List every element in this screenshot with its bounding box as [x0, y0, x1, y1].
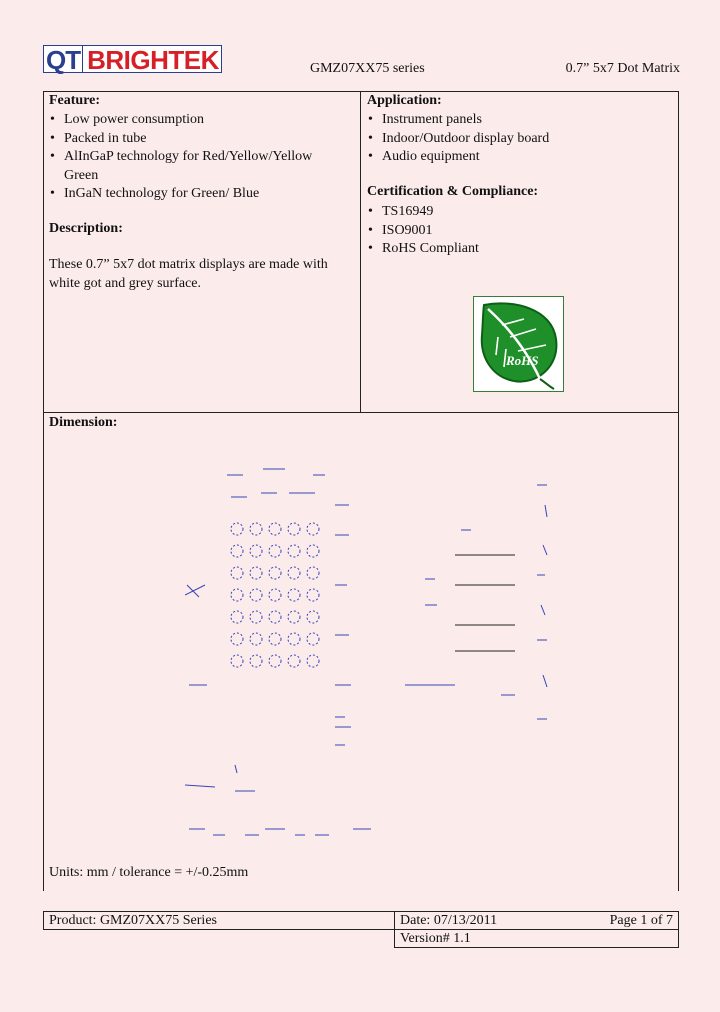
logo-qt-text: QT — [43, 45, 83, 73]
feature-title: Feature: — [49, 93, 101, 108]
matrix-dot — [307, 545, 319, 557]
certification-title: Certification & Compliance: — [367, 184, 539, 199]
matrix-dot — [288, 655, 300, 667]
column-divider — [360, 91, 361, 413]
certification-item: • TS16949 — [367, 203, 667, 222]
header-title: 0.7” 5x7 Dot Matrix — [565, 61, 680, 76]
footer-table — [43, 911, 679, 948]
matrix-dot — [269, 545, 281, 557]
rohs-logo-text: RoHS — [506, 353, 539, 368]
header-series: GMZ07XX75 series — [310, 61, 425, 76]
certification-item: • RoHS Compliant — [367, 240, 667, 259]
matrix-dot — [250, 523, 262, 535]
logo-brand-text: BRIGHTEK — [83, 45, 222, 73]
application-item: • Instrument panels — [367, 111, 667, 130]
application-item: • Indoor/Outdoor display board — [367, 130, 667, 149]
matrix-dot — [288, 589, 300, 601]
certification-item: • ISO9001 — [367, 222, 667, 241]
matrix-dot — [288, 545, 300, 557]
application-item: • Audio equipment — [367, 148, 667, 167]
application-list — [367, 111, 667, 167]
feature-item: • Low power consumption — [49, 111, 339, 130]
matrix-dot — [231, 545, 243, 557]
matrix-dot — [307, 633, 319, 645]
matrix-dot — [307, 567, 319, 579]
footer-product: Product: GMZ07XX75 Series — [44, 912, 395, 930]
matrix-dot — [231, 633, 243, 645]
matrix-dot — [307, 655, 319, 667]
feature-item: • InGaN technology for Green/ Blue — [49, 185, 339, 204]
matrix-dot — [307, 523, 319, 535]
footer-page: Page 1 of 7 — [563, 912, 679, 930]
description-text: These 0.7” 5x7 dot matrix displays are made with white got and grey surface. — [49, 257, 328, 291]
matrix-dot — [269, 655, 281, 667]
matrix-dot — [231, 655, 243, 667]
matrix-dot — [288, 567, 300, 579]
matrix-dot — [288, 523, 300, 535]
section-divider — [43, 412, 679, 413]
matrix-dot — [250, 633, 262, 645]
units-note: Units: mm / tolerance = +/-0.25mm — [49, 865, 249, 880]
matrix-dot — [231, 611, 243, 623]
matrix-dot — [231, 567, 243, 579]
matrix-dot — [250, 545, 262, 557]
matrix-dot — [288, 611, 300, 623]
feature-list — [49, 111, 339, 204]
application-title: Application: — [367, 93, 442, 108]
matrix-dot — [250, 655, 262, 667]
feature-item: • AlInGaP technology for Red/Yellow/Yellow Green — [49, 148, 329, 185]
footer-version: Version# 1.1 — [395, 930, 679, 948]
matrix-dot — [231, 523, 243, 535]
feature-item: • Packed in tube — [49, 130, 339, 149]
matrix-dot — [269, 523, 281, 535]
matrix-dot — [250, 611, 262, 623]
company-logo — [43, 45, 222, 73]
matrix-dot — [307, 611, 319, 623]
matrix-dot — [307, 589, 319, 601]
matrix-dot — [231, 589, 243, 601]
rohs-logo — [473, 296, 564, 392]
matrix-dot — [269, 567, 281, 579]
dimension-drawing — [185, 455, 555, 855]
certification-list — [367, 203, 667, 259]
matrix-dot — [288, 633, 300, 645]
rohs-leaf-icon — [474, 297, 563, 391]
matrix-dot — [269, 633, 281, 645]
dimension-title: Dimension: — [49, 415, 118, 430]
footer-date: Date: 07/13/2011 — [395, 912, 563, 930]
matrix-dot — [269, 589, 281, 601]
description-title: Description: — [49, 221, 123, 236]
matrix-dot — [269, 611, 281, 623]
matrix-dot — [250, 589, 262, 601]
matrix-dot — [250, 567, 262, 579]
